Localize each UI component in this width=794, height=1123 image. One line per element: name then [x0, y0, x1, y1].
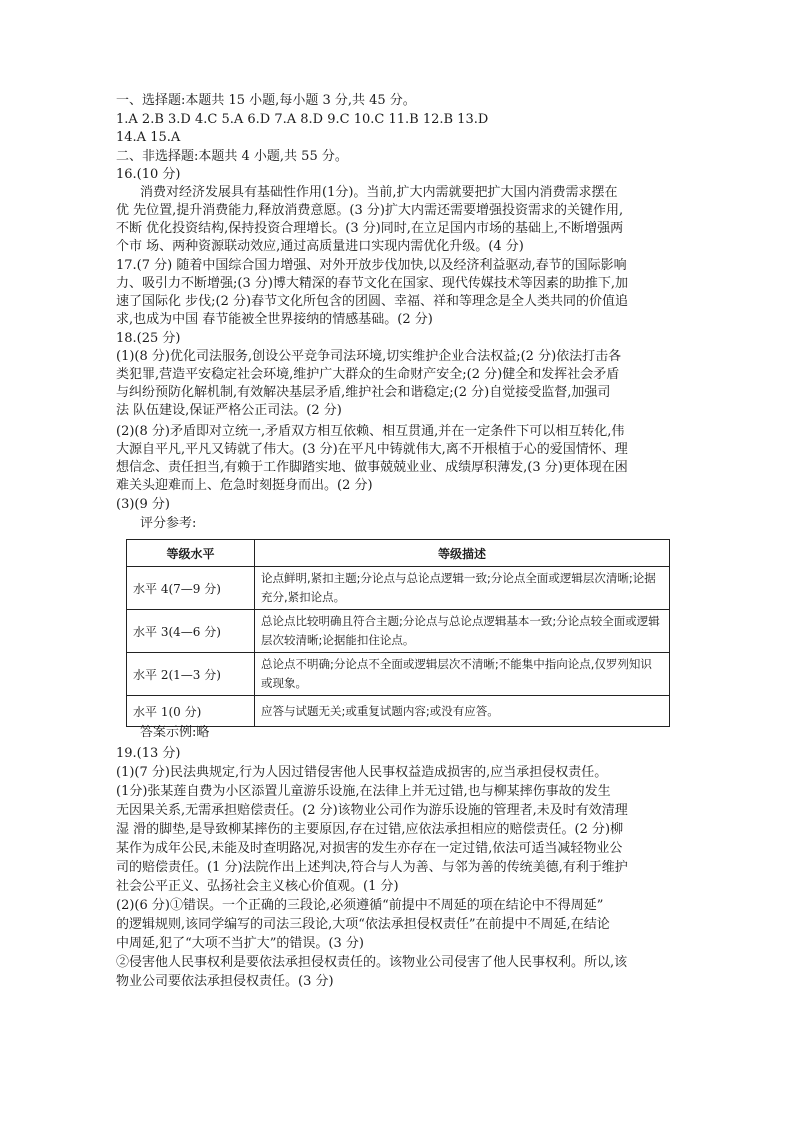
scoring-reference-label: 评分参考: [140, 516, 197, 531]
q16-heading: 16.(10 分) [116, 167, 181, 182]
table-header-cell: 等级描述 [255, 540, 670, 567]
q19-2-text-line: (2)(6 分)①错误。一个正确的三段论,必须遵循“前提中不周延的项在结论中不得周延” [116, 898, 604, 913]
q19-1-text-line: 湿 滑的脚垫,是导致柳某摔伤的主要原因,存在过错,应依法承担相应的赔偿责任。(2 分)柳 [116, 822, 624, 837]
grading-table [126, 539, 670, 727]
q16-text-line: 优 先位置,提升消费能力,释放消费意愿。(3 分)扩大内需还需要增强投资需求的关键作用, [116, 203, 624, 218]
q17-text-line: 速了国际化 步伐;(2 分)春节文化所包含的团圆、幸福、祥和等理念是全人类共同的价值追 [116, 294, 629, 309]
table-row [127, 567, 670, 610]
description-cell: 总论点比较明确且符合主题;分论点与总论点逻辑基本一致;分论点较全面或逻辑层次较清晰;论据能扣住论点。 [255, 610, 670, 653]
answer-example-label: 答案示例:略 [140, 725, 210, 740]
q16-text-line: 个市 场、两种资源联动效应,通过高质量进口实现内需优化升级。(4 分) [116, 239, 524, 254]
q19-2-text-line: 物业公司要依法承担侵权责任。(3 分) [116, 974, 334, 989]
q18-2-text-line: 想信念、责任担当,有赖于工作脚踏实地、做事兢兢业业、成绩厚积薄发,(3 分)更体现在困 [116, 460, 628, 475]
section-2-heading: 二、非选择题:本题共 4 小题,共 55 分。 [116, 149, 348, 164]
q19-1-text-line: (1分)张某莲自费为小区添置儿童游乐设施,在法律上并无过错,也与柳某摔伤事故的发生 [116, 784, 611, 799]
q18-1-text-line: 与纠纷预防化解机制,有效解决基层矛盾,维护社会和谐稳定;(2 分)自觉接受监督,加强司 [116, 385, 611, 400]
q19-1-text-line: 社会公平正义、弘扬社会主义核心价值观。(1 分) [116, 879, 399, 894]
q19-heading: 19.(13 分) [116, 746, 181, 761]
q17-text-line: 力、吸引力不断增强;(3 分)博大精深的春节文化在国家、现代传媒技术等因素的助推下,加 [116, 276, 629, 291]
choice-answers-line-2: 14.A 15.A [116, 130, 181, 145]
description-cell: 论点鲜明,紧扣主题;分论点与总论点逻辑一致;分论点全面或逻辑层次清晰;论据充分,紧扣论点。 [255, 567, 670, 610]
q19-1-text-line: 司的赔偿责任。(1 分)法院作出上述判决,符合与人为善、与邻为善的传统美德,有利于维护 [116, 860, 628, 875]
q19-1-text-line: 无因果关系,无需承担赔偿责任。(2 分)该物业公司作为游乐设施的管理者,未及时有效清理 [116, 803, 628, 818]
choice-answers-line-1: 1.A 2.B 3.D 4.C 5.A 6.D 7.A 8.D 9.C 10.C 11.B 12.B 13.D [116, 112, 489, 127]
q17-text-line: 求,也成为中国 春节能被全世界接纳的情感基础。(2 分) [116, 312, 433, 327]
q16-text-line: 消费对经济发展具有基础性作用(1分)。当前,扩大内需就要把扩大国内消费需求摆在 [140, 185, 618, 200]
q18-1-text-line: 类犯罪,营造平安稳定社会环境,维护广大群众的生命财产安全;(2 分)健全和发挥社会矛盾 [116, 367, 620, 382]
table-row [127, 653, 670, 696]
level-cell: 水平 2(1—3 分) [127, 653, 255, 696]
description-cell: 总论点不明确;分论点不全面或逻辑层次不清晰;不能集中指向论点,仅罗列知识或现象。 [255, 653, 670, 696]
q16-text-line: 不断 优化投资结构,保持投资合理增长。(3 分)同时,在立足国内市场的基础上,不断增强两 [116, 221, 624, 236]
q19-1-text-line: (1)(7 分)民法典规定,行为人因过错侵害他人民事权益造成损害的,应当承担侵权责任。 [116, 765, 608, 780]
q18-heading: 18.(25 分) [116, 331, 181, 346]
q18-2-text-line: 大源自平凡,平凡又铸就了伟大。(3 分)在平凡中铸就伟大,离不开根植于心的爱国情怀、理 [116, 442, 628, 457]
q17-text-line: 17.(7 分) 随着中国综合国力增强、对外开放步伐加快,以及经济利益驱动,春节的国际影响 [116, 258, 627, 273]
q19-1-text-line: 某作为成年公民,未能及时查明路况,对损害的发生亦存在一定过错,依法可适当减轻物业公 [116, 841, 623, 856]
q18-1-text-line: (1)(8 分)优化司法服务,创设公平竞争司法环境,切实维护企业合法权益;(2 分)依法打击各 [116, 349, 622, 364]
q19-2-text-line: 中周延,犯了“大项不当扩大”的错误。(3 分) [116, 936, 364, 951]
table-header-row [127, 540, 670, 567]
description-cell: 应答与试题无关;或重复试题内容;或没有应答。 [255, 696, 670, 727]
level-cell: 水平 1(0 分) [127, 696, 255, 727]
level-cell: 水平 3(4—6 分) [127, 610, 255, 653]
q18-2-text-line: 难关头迎难而上、危急时刻挺身而出。(2 分) [116, 478, 373, 493]
table-header-cell: 等级水平 [127, 540, 255, 567]
table-row [127, 610, 670, 653]
q19-2-text-line: 的逻辑规则,该同学编写的司法三段论,大项“依法承担侵权责任”在前提中不周延,在结论 [116, 917, 610, 932]
q18-2-text-line: (2)(8 分)矛盾即对立统一,矛盾双方相互依赖、相互贯通,并在一定条件下可以相互转化,伟 [116, 424, 625, 439]
q18-1-text-line: 法 队伍建设,保证严格公正司法。(2 分) [116, 403, 342, 418]
q18-3-heading: (3)(9 分) [116, 497, 170, 512]
q19-2-text-line: ②侵害他人民事权利是要依法承担侵权责任的。该物业公司侵害了他人民事权利。所以,该 [116, 955, 628, 970]
level-cell: 水平 4(7—9 分) [127, 567, 255, 610]
section-1-heading: 一、选择题:本题共 15 小题,每小题 3 分,共 45 分。 [116, 93, 416, 108]
table-row [127, 696, 670, 727]
